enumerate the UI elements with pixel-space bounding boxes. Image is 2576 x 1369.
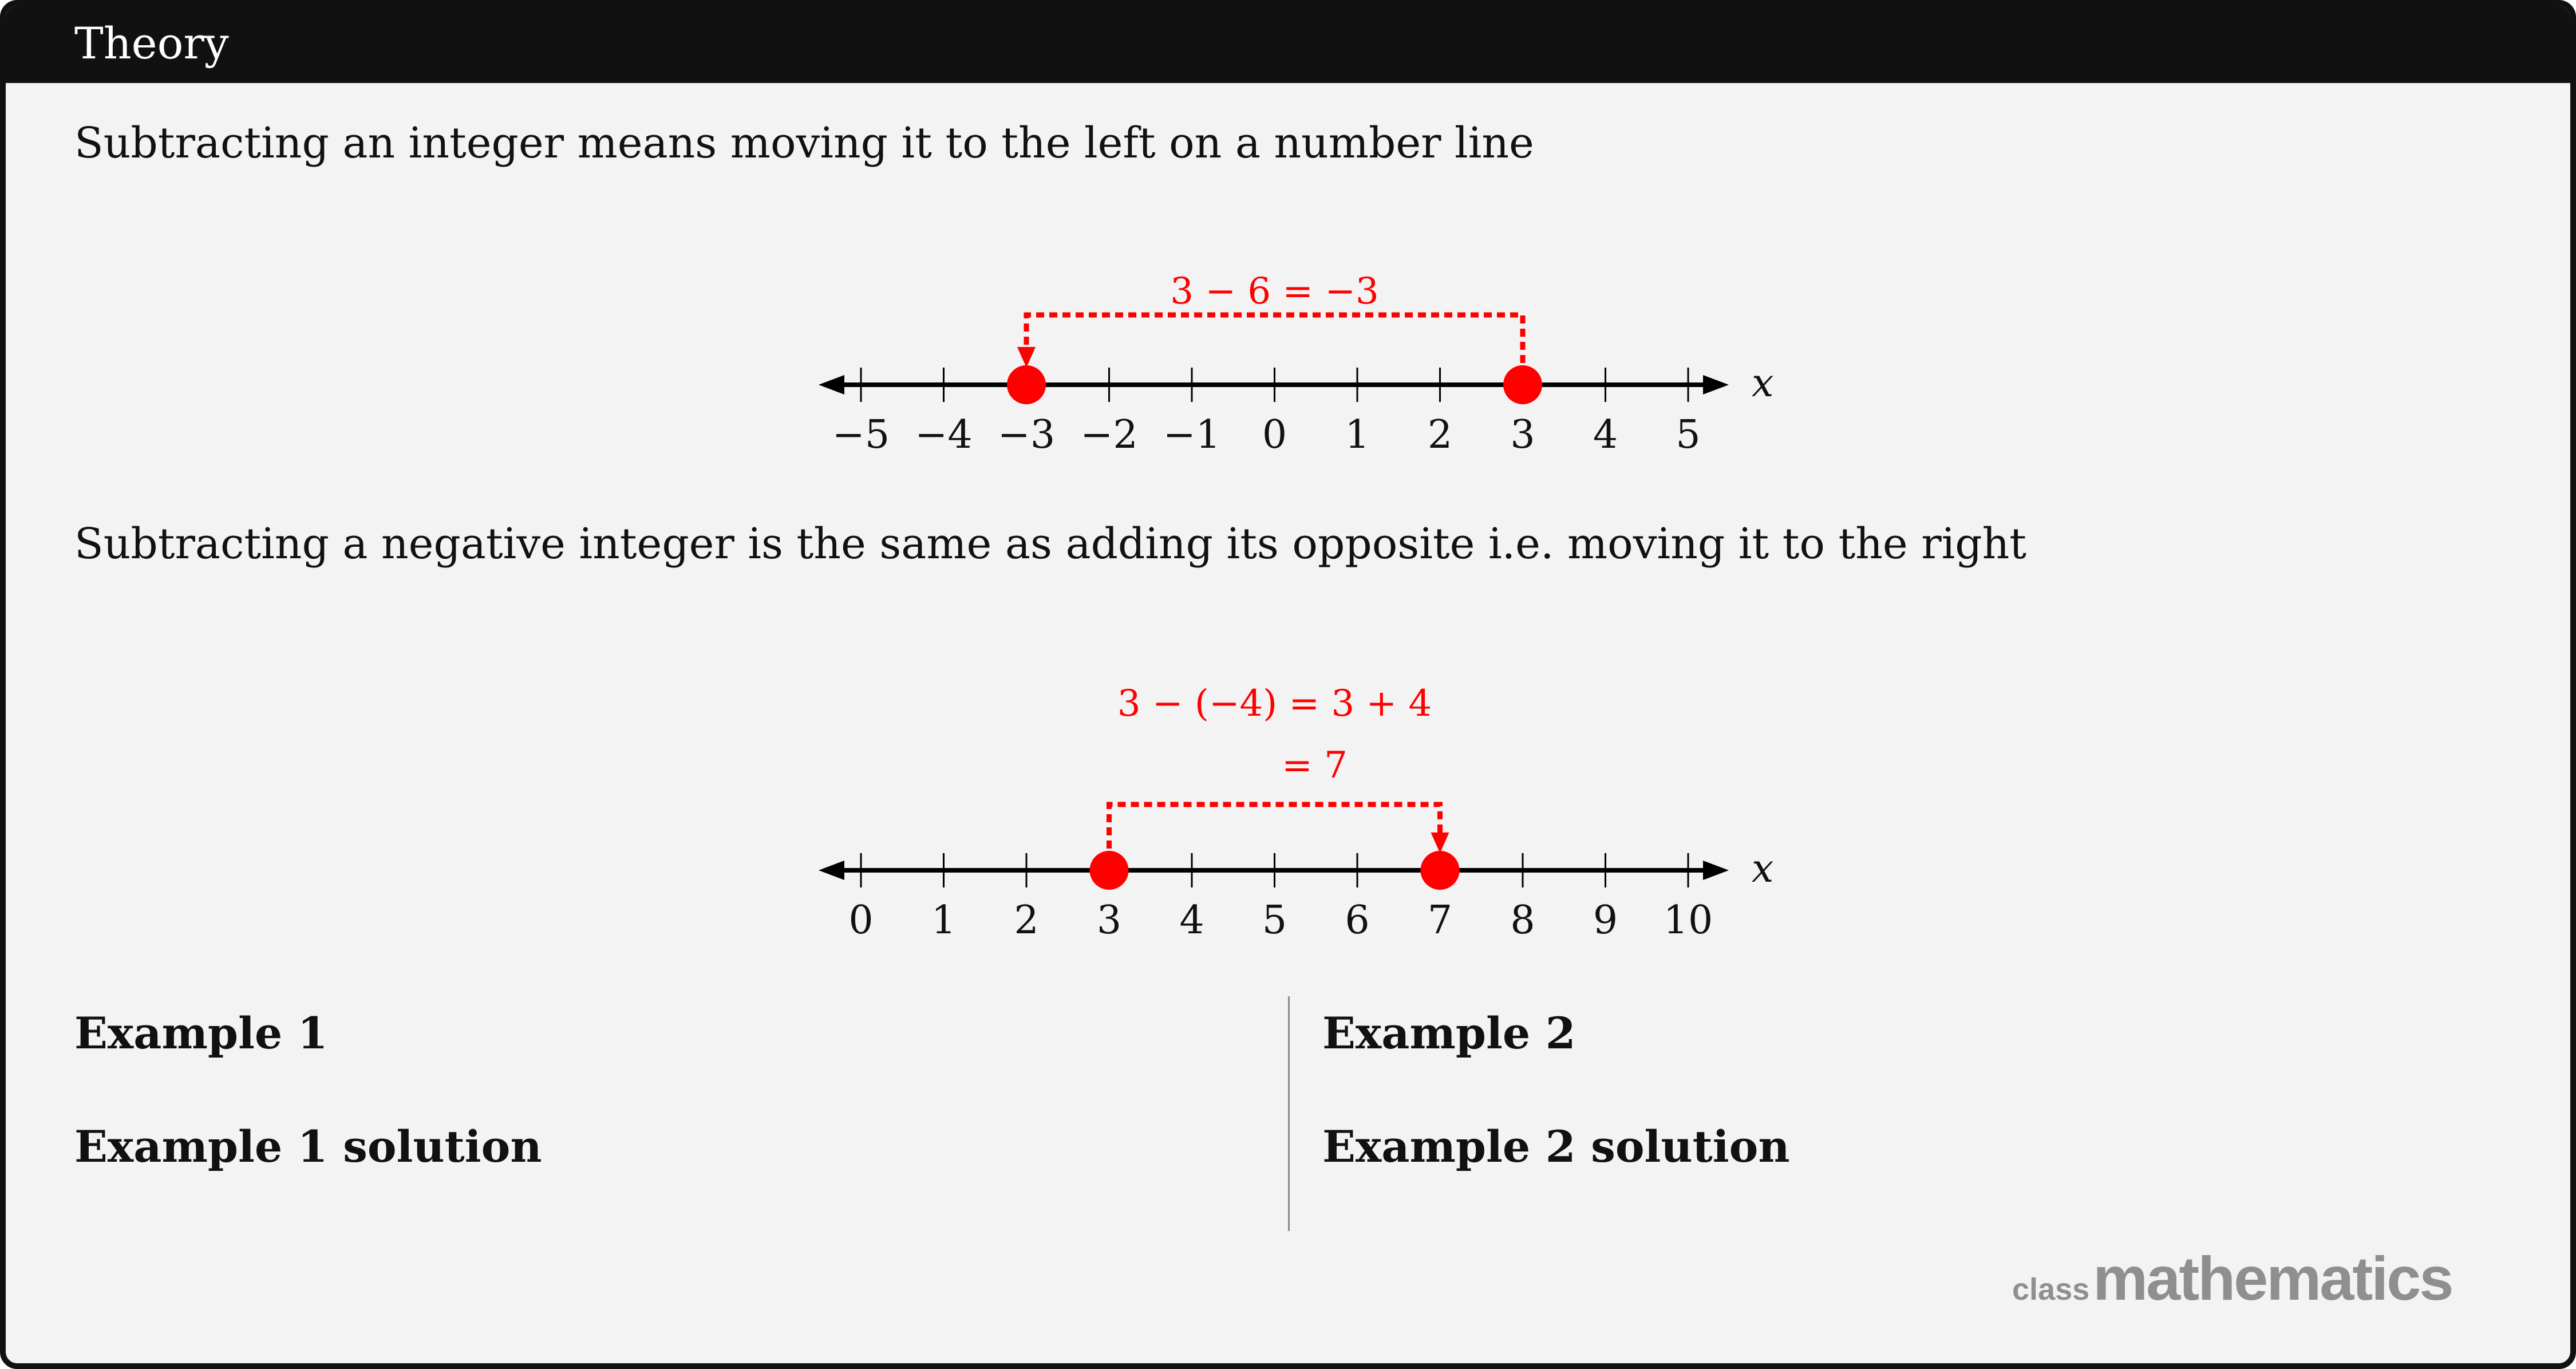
tick-label: 2 [1427, 412, 1453, 457]
equation-line: 3 − 6 = −3 [1170, 270, 1379, 313]
jump-arrowhead [1431, 833, 1449, 853]
tick-label: 3 [1096, 898, 1122, 943]
axis-left-arrow [819, 861, 844, 880]
jump-bracket [1109, 804, 1440, 849]
tick-label: 7 [1427, 898, 1453, 943]
header-title: Theory [74, 18, 229, 69]
example-1-title[interactable]: Example 1 [74, 1008, 328, 1059]
tick-label: 0 [848, 898, 874, 943]
tick-label: 4 [1593, 412, 1618, 457]
tick-label: 0 [1262, 412, 1287, 457]
tick-label: −3 [997, 412, 1056, 457]
examples-divider [1288, 996, 1290, 1231]
axis-right-arrow [1703, 861, 1729, 880]
tick-label: 9 [1593, 898, 1618, 943]
tick-label: 10 [1663, 898, 1713, 943]
end-point [1421, 851, 1460, 890]
example-2-solution-title[interactable]: Example 2 solution [1322, 1121, 1790, 1172]
tick-label: 5 [1262, 898, 1287, 943]
tick-label: 6 [1345, 898, 1370, 943]
paragraph-subtracting-integer: Subtracting an integer means moving it to the left on a number line [74, 119, 1534, 168]
equation-line: 3 − (−4) = 3 + 4 [1117, 682, 1432, 725]
equation-line: = 7 [1282, 744, 1348, 787]
axis-label: x [1752, 846, 1774, 891]
tick-label: 1 [1345, 412, 1370, 457]
tick-label: 2 [1014, 898, 1039, 943]
tick-label: 8 [1510, 898, 1535, 943]
tick-label: 5 [1676, 412, 1701, 457]
tick-label: 1 [931, 898, 957, 943]
tick-label: −2 [1080, 412, 1138, 457]
class-mathematics-logo [2012, 1242, 2452, 1317]
example-2-title[interactable]: Example 2 [1322, 1008, 1576, 1059]
tick-label: −5 [832, 412, 890, 457]
start-point [1090, 851, 1129, 890]
tick-label: −4 [915, 412, 973, 457]
logo-name: mathematics [2093, 1244, 2452, 1313]
tick-label: −1 [1163, 412, 1221, 457]
paragraph-subtracting-negative: Subtracting a negative integer is the same as adding its opposite i.e. moving it to the right [74, 519, 2026, 569]
tick-label: 3 [1510, 412, 1535, 457]
tick-label: 4 [1179, 898, 1204, 943]
example-1-solution-title[interactable]: Example 1 solution [74, 1121, 542, 1172]
axis-label: x [1752, 361, 1774, 406]
logo-prefix: class [2012, 1272, 2090, 1307]
